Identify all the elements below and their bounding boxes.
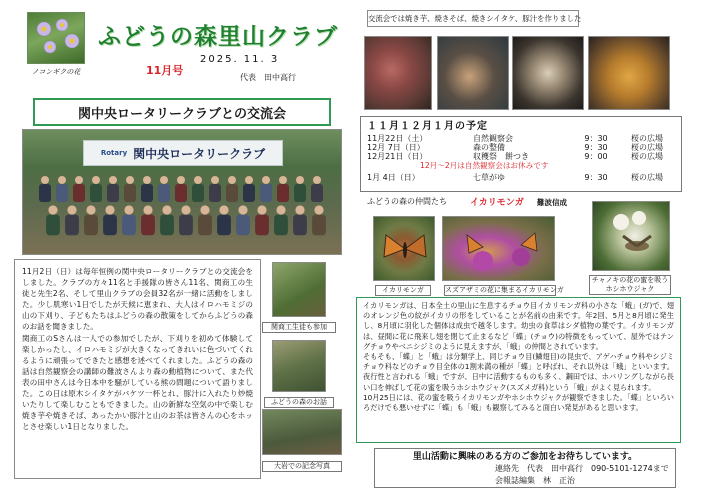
ikarimonga-photo xyxy=(373,216,435,281)
schedule-event: 森の整備 xyxy=(473,143,505,152)
butterfly-paragraph: そもそも、「蝶」と「蛾」は分類学上、同じチョウ目(鱗翅目)の昆虫で、アゲハチョウ科やシジミチョウ科などのチョウ目全体の1割未満の種が「蝶」と呼ばれ、それ以外は「蛾」といいます。夜行性と言われる「蛾」ですが、日中に活動するものも多く、鋼田では、ホバリングしながら長い口を伸ばして花の蜜を吸うホシホウジャク(スズメガ科)という「蛾」がよく見られます。 xyxy=(363,352,674,392)
schedule-date: 12月21日（日） xyxy=(367,152,428,161)
column-heading: ふどうの森の仲間たち xyxy=(367,197,447,206)
schedule-place: 桜の広場 xyxy=(631,173,663,182)
group-photo xyxy=(22,129,342,255)
issue-month: 11月号 xyxy=(146,64,184,77)
article-text xyxy=(14,259,261,479)
rotary-banner-text: 関中央ロータリークラブ xyxy=(133,146,266,161)
flower-caption: ノコンギクの花 xyxy=(31,68,81,76)
schedule-date: 1月 4日（日） xyxy=(367,173,420,182)
commemorative-photo xyxy=(262,409,342,455)
schedule-heading: １１月１２月１月の予定 xyxy=(367,121,488,132)
schedule-time: 9：30 xyxy=(584,173,608,182)
schedule-time: 9：30 xyxy=(584,143,608,152)
suzuazami-photo xyxy=(442,216,555,281)
schedule-place: 桜の広場 xyxy=(631,134,663,143)
section-banner-title: 関中央ロータリークラブとの交流会 xyxy=(35,100,329,124)
forest-talk-caption: ふどうの森のお話 xyxy=(264,397,334,408)
schedule-time: 9：00 xyxy=(584,152,608,161)
sweet-potato-photo xyxy=(364,36,432,110)
schedule-note: 12月～2月は自然観察会はお休みです xyxy=(420,161,549,170)
article-paragraph: 11月2日（日）は毎年恒例の関中央ロータリークラブとの交流会をしました。クラブの方々11名と手援隊の皆さん11名、関商工の生徒と先生2名、そして里山クラブの会員32名が一緒に活動をしました。少し肌寒い1日でしたが天候に恵まれ、大人はイロハモミジの山の下刈り、子どもたちはふどうの森の散策をしてからふどうの森のお話を聞きました。 xyxy=(22,267,253,331)
yakisoba-photo xyxy=(437,36,509,110)
schedule-date: 12月 7日（日） xyxy=(367,143,425,152)
ikarimonga-caption: イカリモンガ xyxy=(375,285,431,296)
hoshihoujaku-caption: チャノキの花の蜜を吸う ホシホウジャク xyxy=(589,275,671,295)
tonjiru-photo xyxy=(588,36,670,110)
flower-icon xyxy=(28,13,85,64)
hoshihoujaku-photo xyxy=(592,201,670,271)
schedule-event: 収穫祭 餅つき xyxy=(473,152,529,161)
student-photo xyxy=(272,262,326,317)
footer-editor: 会報誌編集 林 正治 xyxy=(495,476,575,485)
schedule-row xyxy=(367,172,663,183)
issue-date: 2025. 11. 3 xyxy=(200,54,280,65)
people-silhouettes xyxy=(23,130,342,255)
butterfly-name: イカリモンガ xyxy=(470,198,524,208)
butterfly-paragraph: 10月25日には、花の蜜を吸うイカリモンガやホシホウジャクが観察できました。「蝶」といろいろだけでも悪いせずに「蝶」も「蛾」も観察してみると面白い発見があると思います。 xyxy=(363,392,674,413)
schedule-event: 七草がゆ xyxy=(473,173,505,182)
contact-footer xyxy=(374,448,676,488)
schedule-event: 自然観察会 xyxy=(473,134,513,143)
schedule-place: 桜の広場 xyxy=(631,143,663,152)
commemorative-caption: 大岩での記念写真 xyxy=(262,461,342,472)
section-banner xyxy=(33,98,331,126)
exchange-caption: 交流会では焼き芋、焼きそば、焼きシイタケ、豚汁を作りました xyxy=(367,10,579,27)
footer-contact: 連絡先 代表 田中高行 090-5101-1274まで xyxy=(495,464,669,473)
student-photo-caption: 関商工生徒も参加 xyxy=(262,322,336,333)
nokongiku-flower-photo xyxy=(27,12,85,64)
footer-invitation: 里山活動に興味のある方のご参加をお待ちしています。 xyxy=(412,452,638,462)
shiitake-photo xyxy=(512,36,584,110)
schedule-date: 11月22日（土） xyxy=(367,134,428,143)
butterfly-article xyxy=(356,297,681,443)
schedule-place: 桜の広場 xyxy=(631,152,663,161)
column-author: 難波信成 xyxy=(537,198,567,207)
moth-icon xyxy=(374,217,435,281)
butterfly-paragraph: イカリモンガは、日本全土の里山に生息するチョウ目イカリモンガ科の小さな「蛾」(ガ)で、翅のオレンジ色の紋がイカリの形をしていることが名前の由来です。年2回、5月と8月頃に発生し、8月頃に羽化した個体は成虫で越冬します。幼虫の食草はシダ植物の葉です。イカリモンガは、昼間に花に飛来し翅を閉じて止まるなど「蝶」(チョウ)の特徴をもっていて、屋外ではテングチョウやベニシジミのように見えますが、「蛾」の仲間とされています。 xyxy=(363,301,674,351)
article-paragraph: 関商工のSさんは一人での参加でしたが、下刈りを初めて体験して楽しかったし、イロハモミジが大きくなってきれいに色づいてくれるように頑張ってできたと感想を述べてくれました。ふどうの森の話は自然観察会の講師の難波さんより森の動植物について、また代表の田中さんは今日本中を騒がしている熊の問題について語りました。この日は原木シイタケがバケツ一杯とれ、豚汁に入れたり炒焼いたりして楽しむこともできました。山の新鮮な空気の中で楽しむ焼き芋や焼きそば、あったかい豚汁と山のお茶は皆さんの心をホッとさせ楽しい1日となりました。 xyxy=(22,334,253,431)
thistle-moth-icon xyxy=(443,217,555,281)
schedule-time: 9：30 xyxy=(584,134,608,143)
forest-talk-photo xyxy=(272,340,326,392)
newsletter-title: ふどうの森里山クラブ xyxy=(98,24,338,50)
representative: 代表 田中高行 xyxy=(240,73,296,82)
rotary-mark: Rotary xyxy=(100,149,128,157)
suzuazami-caption: スズアザミの花に集まるイカリモンガ xyxy=(445,286,564,294)
hawkmoth-icon xyxy=(593,202,670,271)
